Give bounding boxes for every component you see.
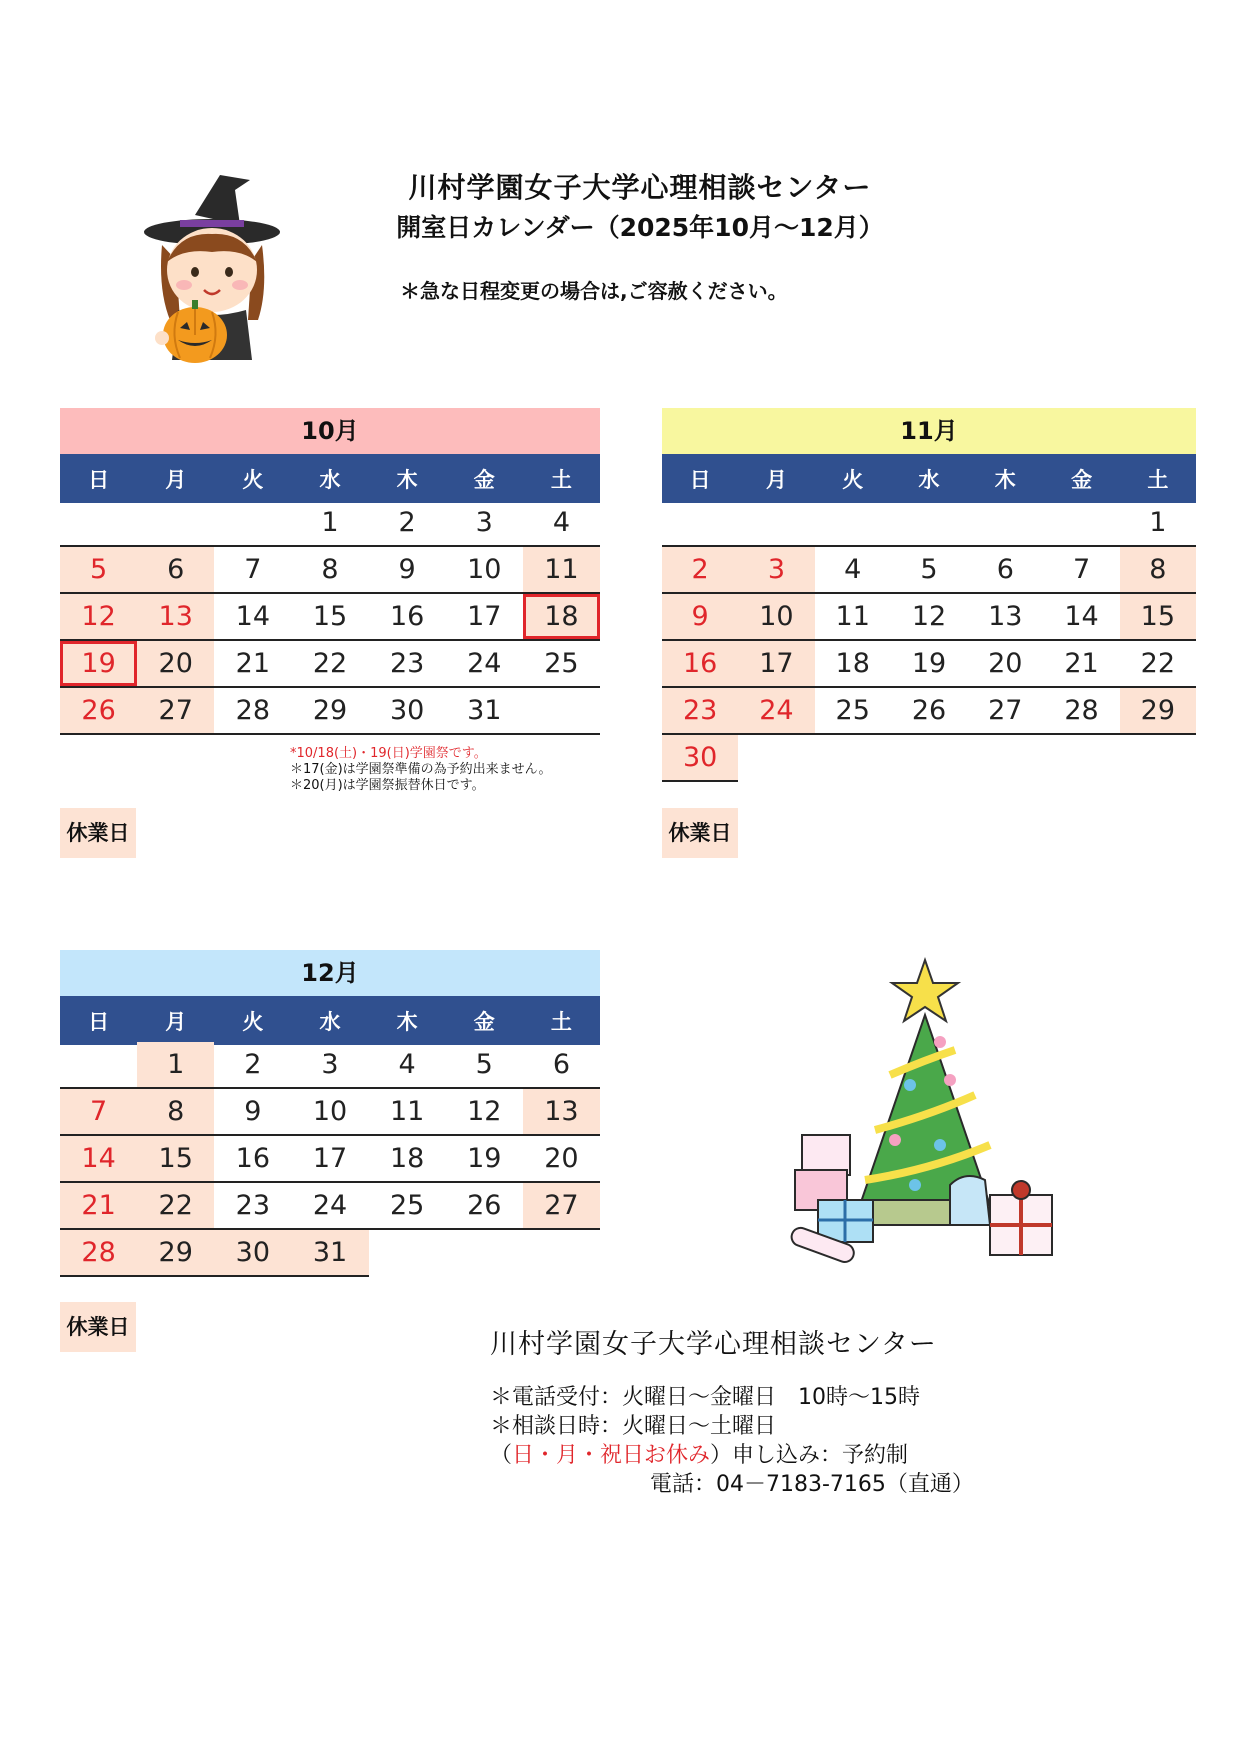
day-cell: 15 <box>312 601 348 632</box>
day-empty <box>60 1042 137 1087</box>
day-cell: 1 <box>1149 507 1167 538</box>
day-empty <box>738 500 814 545</box>
day-cell-closed: 6 <box>137 547 214 592</box>
october-calendar <box>60 408 600 735</box>
day-cell: 13 <box>988 601 1023 632</box>
day-empty <box>446 1230 523 1277</box>
week-row <box>662 500 1196 547</box>
weekday-sat: 土 <box>523 999 600 1045</box>
day-empty <box>815 500 891 545</box>
week-row <box>60 594 600 641</box>
day-cell: 9 <box>244 1096 262 1127</box>
day-cell: 31 <box>467 695 502 726</box>
weekday-header-row <box>60 454 600 500</box>
day-cell-closed: 20 <box>137 641 214 686</box>
closed-day-legend: 休業日 <box>60 808 136 858</box>
day-cell: 24 <box>312 1190 348 1221</box>
week-row <box>60 1136 600 1183</box>
closed-day-legend: 休業日 <box>662 808 738 858</box>
weekday-wed: 水 <box>891 457 967 503</box>
day-cell-closed: 9 <box>662 594 738 639</box>
week-row <box>60 688 600 735</box>
weekday-fri: 金 <box>1043 457 1119 503</box>
closed-day-legend: 休業日 <box>60 1302 136 1352</box>
day-cell: 12 <box>467 1096 502 1127</box>
page-subtitle: 開室日カレンダー（2025年10月～12月） <box>396 213 884 242</box>
day-cell-closed: 17 <box>738 641 814 686</box>
page-title: 川村学園女子大学心理相談センター <box>408 171 872 204</box>
week-row <box>60 1183 600 1230</box>
weekday-sun: 日 <box>60 457 137 503</box>
day-cell: 10 <box>312 1096 348 1127</box>
day-cell-closed: 1 <box>137 1042 214 1087</box>
day-empty <box>523 688 600 733</box>
day-cell: 7 <box>244 554 262 585</box>
day-cell: 29 <box>312 695 348 726</box>
weekday-wed: 水 <box>291 457 368 503</box>
day-cell-closed: 11 <box>523 547 600 592</box>
day-cell-closed: 28 <box>60 1230 137 1277</box>
day-cell-closed: 30 <box>214 1230 291 1277</box>
day-cell-closed: 8 <box>1120 547 1196 592</box>
day-cell-closed: 26 <box>60 688 137 733</box>
day-cell-closed: 30 <box>662 735 738 782</box>
day-cell: 18 <box>835 648 870 679</box>
closed-days-and-reservation <box>490 1441 974 1470</box>
day-cell: 25 <box>835 695 870 726</box>
day-cell: 7 <box>1072 554 1091 585</box>
day-cell: 2 <box>244 1049 262 1080</box>
day-cell-closed: 29 <box>1120 688 1196 733</box>
october-notes <box>290 746 551 794</box>
day-cell-closed: 21 <box>60 1183 137 1228</box>
month-header-october: 10月 <box>60 408 600 454</box>
week-row <box>60 1230 600 1277</box>
note-substitute-holiday: ＊20(月)は学園祭振替休日です。 <box>290 778 485 793</box>
weekday-fri: 金 <box>446 999 523 1045</box>
day-empty <box>738 735 814 782</box>
day-cell-closed: 3 <box>738 547 814 592</box>
schedule-change-notice: ＊急な日程変更の場合は,ご容赦ください。 <box>400 279 788 303</box>
day-cell-closed: 15 <box>137 1136 214 1181</box>
day-cell: 26 <box>911 695 947 726</box>
day-cell: 22 <box>312 648 348 679</box>
week-row <box>60 500 600 547</box>
day-cell-closed: 24 <box>738 688 814 733</box>
weekday-sat: 土 <box>1120 457 1196 503</box>
day-cell-closed: 5 <box>60 547 137 592</box>
day-empty <box>967 735 1043 782</box>
witch-girl-with-pumpkin-illustration <box>140 170 290 370</box>
paren-open: （ <box>490 1443 513 1468</box>
day-cell: 23 <box>389 648 425 679</box>
day-cell: 17 <box>312 1143 348 1174</box>
day-cell-festival: 18 <box>523 594 600 639</box>
week-row <box>662 594 1196 641</box>
day-cell: 16 <box>235 1143 271 1174</box>
day-cell: 20 <box>544 1143 579 1174</box>
week-row <box>60 547 600 594</box>
day-empty <box>815 735 891 782</box>
week-row <box>662 547 1196 594</box>
day-cell: 18 <box>389 1143 425 1174</box>
day-empty <box>1043 500 1119 545</box>
day-cell-closed: 23 <box>662 688 738 733</box>
day-cell-closed: 14 <box>60 1136 137 1181</box>
day-cell: 25 <box>544 648 579 679</box>
weekday-thu: 木 <box>369 999 446 1045</box>
weekday-sat: 土 <box>523 457 600 503</box>
day-empty <box>523 1230 600 1277</box>
week-row <box>662 641 1196 688</box>
day-cell-closed: 29 <box>137 1230 214 1277</box>
weekday-wed: 水 <box>291 999 368 1045</box>
week-row <box>60 1089 600 1136</box>
day-cell: 19 <box>467 1143 502 1174</box>
day-cell: 14 <box>235 601 271 632</box>
day-cell-closed: 27 <box>137 688 214 733</box>
day-cell-closed: 22 <box>137 1183 214 1228</box>
weekday-tue: 火 <box>214 457 291 503</box>
day-empty <box>137 500 214 545</box>
note-festival: *10/18(土)・19(日)学園祭です。 <box>290 746 487 761</box>
day-cell: 9 <box>398 554 416 585</box>
day-cell-closed: 8 <box>137 1089 214 1134</box>
day-cell: 27 <box>988 695 1023 726</box>
day-cell-closed: 27 <box>523 1183 600 1228</box>
day-cell: 21 <box>235 648 271 679</box>
day-cell: 4 <box>398 1049 416 1080</box>
day-cell: 16 <box>389 601 425 632</box>
day-cell: 20 <box>988 648 1023 679</box>
weekday-header-row <box>60 996 600 1042</box>
day-empty <box>967 500 1043 545</box>
day-empty <box>60 500 137 545</box>
day-cell: 11 <box>835 601 870 632</box>
day-cell: 5 <box>920 554 938 585</box>
day-cell: 3 <box>475 507 493 538</box>
day-cell-closed: 12 <box>60 594 137 639</box>
day-cell: 12 <box>911 601 947 632</box>
reservation-text: ）申し込み：予約制 <box>710 1443 909 1468</box>
week-row <box>662 735 1196 782</box>
day-cell-closed: 16 <box>662 641 738 686</box>
day-cell: 25 <box>389 1190 425 1221</box>
day-cell: 28 <box>235 695 271 726</box>
weekday-mon: 月 <box>137 457 214 503</box>
day-cell: 24 <box>467 648 502 679</box>
day-empty <box>214 500 291 545</box>
month-header-december: 12月 <box>60 950 600 996</box>
day-cell-closed: 10 <box>738 594 814 639</box>
note-preparation: ＊17(金)は学園祭準備の為予約出来ません。 <box>290 762 552 777</box>
day-cell: 22 <box>1140 648 1176 679</box>
day-cell: 1 <box>321 507 339 538</box>
week-row <box>60 641 600 688</box>
day-cell-closed: 15 <box>1120 594 1196 639</box>
day-cell-closed: 7 <box>60 1089 137 1134</box>
day-cell-closed: 13 <box>137 594 214 639</box>
day-cell: 4 <box>844 554 862 585</box>
consultation-days: ＊相談日時：火曜日～土曜日 <box>490 1414 777 1439</box>
december-calendar <box>60 950 600 1277</box>
day-cell: 5 <box>475 1049 493 1080</box>
day-empty <box>662 500 738 545</box>
november-calendar <box>662 408 1196 782</box>
day-cell: 4 <box>552 507 571 538</box>
day-cell: 30 <box>389 695 425 726</box>
weekday-header-row <box>662 454 1196 500</box>
weekday-sun: 日 <box>662 457 738 503</box>
contact-info <box>490 1330 974 1499</box>
day-empty <box>891 735 967 782</box>
christmas-tree-illustration <box>790 955 1060 1265</box>
day-cell-festival: 19 <box>60 641 137 686</box>
day-cell: 17 <box>467 601 502 632</box>
weekday-mon: 月 <box>137 999 214 1045</box>
week-row <box>60 1042 600 1089</box>
day-empty <box>1043 735 1119 782</box>
weekday-tue: 火 <box>815 457 891 503</box>
day-cell: 6 <box>996 554 1014 585</box>
day-cell: 8 <box>321 554 339 585</box>
day-cell: 3 <box>321 1049 339 1080</box>
day-empty <box>891 500 967 545</box>
day-cell: 2 <box>398 507 416 538</box>
day-cell: 14 <box>1064 601 1099 632</box>
center-name: 川村学園女子大学心理相談センター <box>490 1329 937 1360</box>
weekday-thu: 木 <box>967 457 1043 503</box>
day-cell-closed: 31 <box>291 1230 368 1277</box>
weekday-mon: 月 <box>738 457 814 503</box>
day-cell: 26 <box>467 1190 502 1221</box>
week-row <box>662 688 1196 735</box>
weekday-thu: 木 <box>369 457 446 503</box>
phone-hours: ＊電話受付：火曜日～金曜日 10時～15時 <box>490 1385 920 1410</box>
weekday-tue: 火 <box>214 999 291 1045</box>
day-cell-closed: 13 <box>523 1089 600 1134</box>
day-cell: 10 <box>467 554 502 585</box>
day-cell: 19 <box>911 648 947 679</box>
weekday-fri: 金 <box>446 457 523 503</box>
day-cell: 6 <box>552 1049 571 1080</box>
phone-number: 電話：04－7183-7165（直通） <box>650 1472 974 1497</box>
day-cell-closed: 2 <box>662 547 738 592</box>
closed-days-text: 日・月・祝日お休み <box>512 1443 711 1468</box>
day-empty <box>369 1230 446 1277</box>
day-cell: 28 <box>1064 695 1099 726</box>
weekday-sun: 日 <box>60 999 137 1045</box>
day-cell: 11 <box>389 1096 425 1127</box>
day-cell: 23 <box>235 1190 271 1221</box>
day-empty <box>1120 735 1196 782</box>
month-header-november: 11月 <box>662 408 1196 454</box>
day-cell: 21 <box>1064 648 1099 679</box>
